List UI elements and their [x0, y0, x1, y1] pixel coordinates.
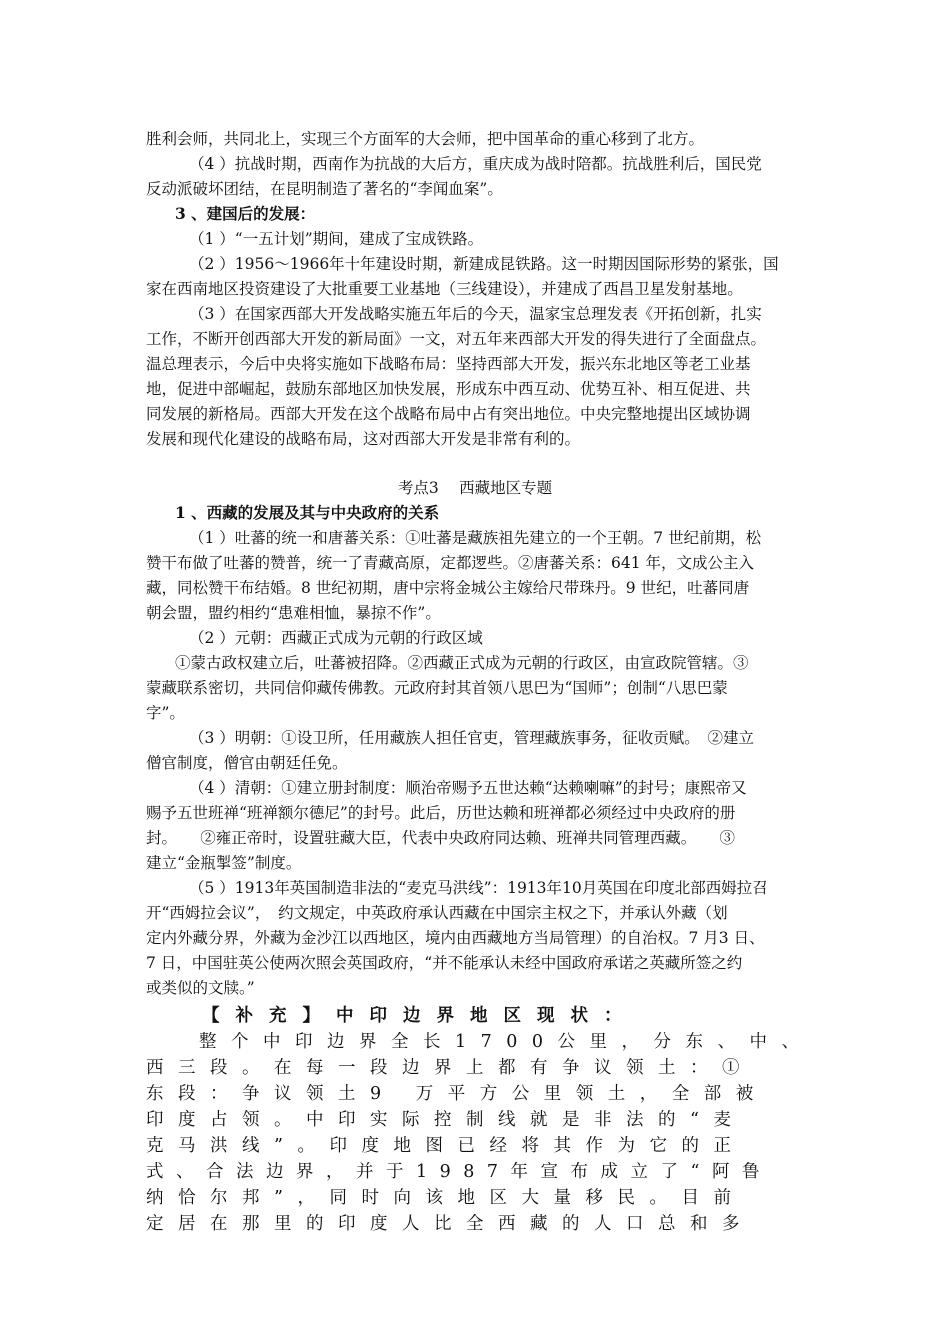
section-heading: 3 、建国后的发展： [175, 204, 316, 223]
text-line: 家在西南地区投资建设了大批重要工业基地（三线建设），并建成了西昌卫星发射基地。 [146, 280, 743, 298]
topic-title: 考点3 西藏地区专题 [397, 479, 553, 497]
text-line: 工作，不断开创西部大开发的新局面》一文，对五年来西部大开发的得失进行了全面盘点。 [146, 330, 767, 348]
text-line: 封。 ②雍正帝时，设置驻藏大臣，代表中央政府同达赖、班禅共同管理西藏。 ③ [146, 829, 736, 847]
text-line: 开“西姆拉会议”， 约文规定，中英政府承认西藏在中国宗主权之下，并承认外藏（划 [146, 904, 728, 922]
text-line: （2 ）元朝：西藏正式成为元朝的行政区域 [189, 629, 483, 647]
text-line: （1 ）吐蕃的统一和唐蕃关系：①吐蕃是藏族祖先建立的一个王朝。7 世纪前期，松 [189, 529, 762, 547]
section-heading: 1 、西藏的发展及其与中央政府的关系 [175, 503, 440, 522]
supplement-line: 西三段。在每一段边界上都有争议领土：① [146, 1058, 754, 1078]
text-line: 发展和现代化建设的战略布局，这对西部大开发是非常有利的。 [146, 430, 581, 448]
text-line: 或类似的文牍。” [146, 979, 255, 997]
text-line: （4 ）清朝：①建立册封制度：顺治帝赐予五世达赖“达赖喇嘛”的封号；康熙帝又 [189, 779, 747, 797]
text-line: （2 ）1956～1966年十年建设时期，新建成昆铁路。这一时期因国际形势的紧张，国 [189, 255, 779, 273]
supplement-line: 克马洪线”。印度地图已经将其作为它的正 [146, 1136, 746, 1156]
text-line: （3 ）明朝：①设卫所，任用藏族人担任官吏，管理藏族事务，征收贡赋。 ②建立 [189, 729, 755, 747]
text-line: 字”。 [146, 704, 185, 722]
text-line: 地，促进中部崛起，鼓励东部地区加快发展，形成东中西互动、优势互补、相互促进、共 [146, 380, 751, 398]
supplement-line: 定居在那里的印度人比全西藏的人口总和多 [146, 1214, 754, 1234]
text-line: 僧官制度，僧官由朝廷任免。 [146, 754, 348, 772]
text-line: 7 日，中国驻英公使两次照会英国政府，“并不能承认未经中国政府承诺之英藏所签之约 [146, 954, 743, 972]
text-line: ①蒙古政权建立后，吐蕃被招降。②西藏正式成为元朝的行政区，由宣政院管辖。③ [175, 654, 749, 672]
text-line: 藏，同松赞干布结婚。8 世纪初期，唐中宗将金城公主嫁给尺带珠丹。9 世纪，吐蕃同唐 [146, 579, 750, 597]
supplement-line: 纳恰尔邦”，同时向该地区大量移民。目前 [146, 1188, 746, 1208]
text-line: （5 ）1913年英国制造非法的“麦克马洪线”：1913年10月英国在印度北部西姆拉召 [189, 879, 768, 897]
supplement-line: 印度占领。中印实际控制线就是非法的“麦 [146, 1110, 746, 1130]
text-line: 朝会盟，盟约相约“患难相恤，暴掠不作”。 [146, 604, 441, 622]
supplement-title: 【补充】中印边界地区现状： [202, 1006, 638, 1026]
supplement-line: 东段：争议领土9 万平方公里领土，全部被 [146, 1084, 768, 1104]
text-line: 赞干布做了吐蕃的赞普，统一了青藏高原，定都逻些。②唐蕃关系：641 年，文成公主入 [146, 554, 755, 572]
text-line: （1 ）“一五计划”期间，建成了宝成铁路。 [189, 230, 484, 248]
text-line: 反动派破坏团结，在昆明制造了著名的“李闻血案”。 [146, 180, 503, 198]
text-line: （4 ）抗战时期，西南作为抗战的大后方，重庆成为战时陪都。抗战胜利后，国民党 [189, 155, 762, 173]
text-line: 赐予五世班禅“班禅额尔德尼”的封号。此后，历世达赖和班禅都必须经过中央政府的册 [146, 804, 736, 822]
text-line: 胜利会师，共同北上，实现三个方面军的大会师，把中国革命的重心移到了北方。 [146, 130, 705, 148]
text-line: （3 ）在国家西部大开发战略实施五年后的今天，温家宝总理发表《开拓创新，扎实 [189, 305, 762, 323]
supplement-line: 整个中印边界全长1700公里，分东、中、 [199, 1032, 814, 1052]
text-line: 定内外藏分界，外藏为金沙江以西地区，境内由西藏地方当局管理）的自治权。7 月3 日、 [146, 929, 765, 947]
text-line: 建立“金瓶掣签”制度。 [146, 854, 302, 872]
text-line: 温总理表示，今后中央将实施如下战略布局：坚持西部大开发，振兴东北地区等老工业基 [146, 355, 751, 373]
text-line: 蒙藏联系密切，共同信仰藏传佛教。元政府封其首领八思巴为“国师”；创制“八思巴蒙 [146, 679, 728, 697]
text-line: 同发展的新格局。西部大开发在这个战略布局中占有突出地位。中央完整地提出区域协调 [146, 405, 751, 423]
supplement-line: 式、合法边界，并于1987年宣布成立了“阿鲁 [146, 1162, 772, 1182]
